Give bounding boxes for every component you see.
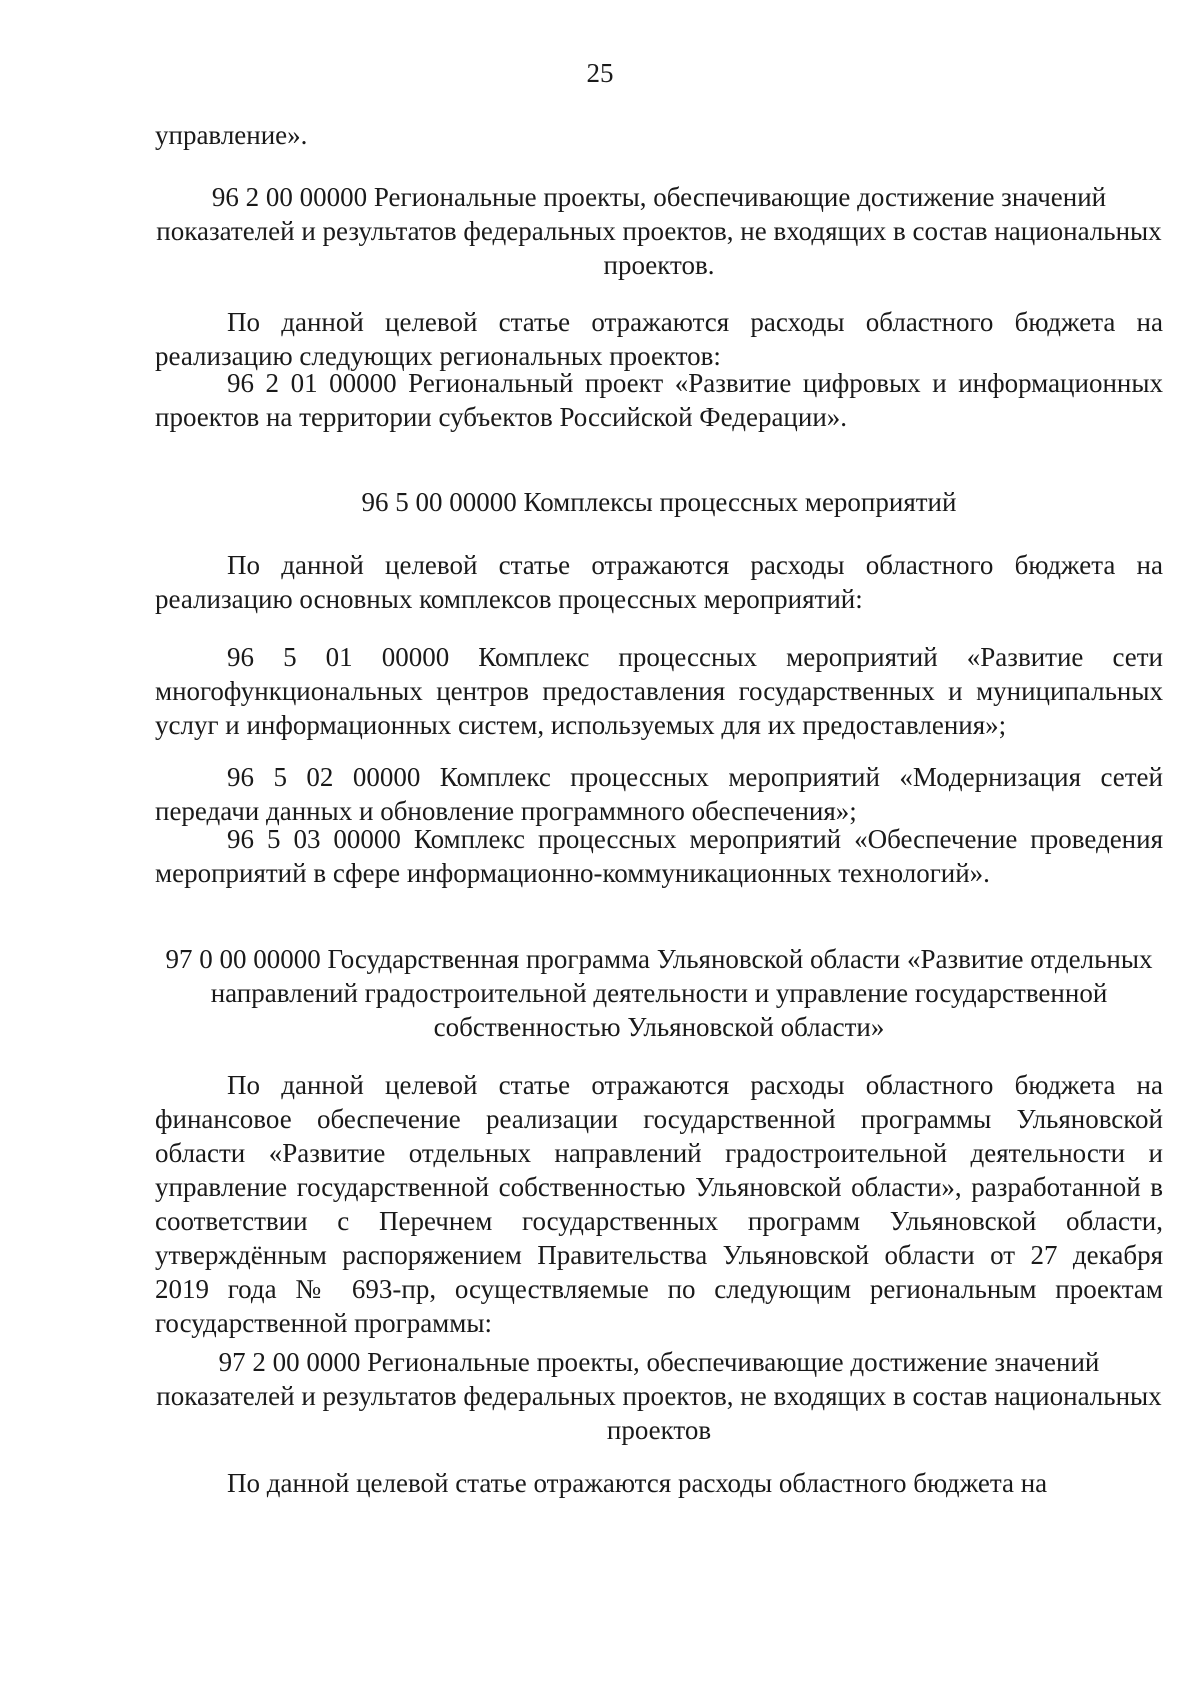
paragraph-96-5-02: 96 5 02 00000 Комплекс процессных мероприятий «Модернизация сетей передачи данных и обновление программного обеспечения»; — [155, 762, 1163, 826]
section-heading-96-5: 96 5 00 00000 Комплексы процессных мероприятий — [361, 487, 957, 517]
paragraph-96-5-intro: По данной целевой статье отражаются расходы областного бюджета на реализацию основных комплексов процессных мероприятий: — [155, 550, 1163, 614]
paragraph-97-2-intro: По данной целевой статье отражаются расходы областного бюджета на — [227, 1468, 1048, 1498]
section-heading-97-2: 97 2 00 0000 Региональные проекты, обеспечивающие достижение значений показателей и результатов федеральных проектов, не входящих в состав национальных проектов — [156, 1347, 1162, 1445]
paragraph-continuation: управление». — [155, 120, 308, 150]
section-heading-96-2: 96 2 00 00000 Региональные проекты, обеспечивающие достижение значений показателей и результатов федеральных проектов, не входящих в состав национальных проектов. — [156, 182, 1162, 280]
paragraph-96-5-03: 96 5 03 00000 Комплекс процессных мероприятий «Обеспечение проведения мероприятий в сфере информационно-коммуникационных технологий». — [155, 824, 1163, 888]
paragraph-96-2-01: 96 2 01 00000 Региональный проект «Развитие цифровых и информационных проектов на территории субъектов Российской Федерации». — [155, 368, 1163, 432]
page-number: 25 — [586, 58, 614, 88]
section-heading-97-0: 97 0 00 00000 Государственная программа Ульяновской области «Развитие отдельных направлений градостроительной деятельности и управление государственной собственностью Ульяновской области» — [165, 944, 1153, 1042]
paragraph-96-5-01: 96 5 01 00000 Комплекс процессных мероприятий «Развитие сети многофункциональных центров предоставления государственных и муниципальных услуг и информационных систем, используемых для их предоставления»; — [155, 642, 1163, 740]
paragraph-97-0-intro: По данной целевой статье отражаются расходы областного бюджета на финансовое обеспечение реализации государственной программы Ульяновской области «Развитие отдельных направлений градостроительной деятельности и управление государственной собственностью Ульяновской области», разработанной в соответствии с Перечнем государственных программ Ульяновской области, утверждённым распоряжением Правительства Ульяновской области от 27 декабря 2019 года № 693-пр, осуществляемые по следующим региональным проектам государственной программы: — [155, 1070, 1163, 1338]
paragraph-96-2-intro: По данной целевой статье отражаются расходы областного бюджета на реализацию следующих региональных проектов: — [155, 307, 1163, 371]
